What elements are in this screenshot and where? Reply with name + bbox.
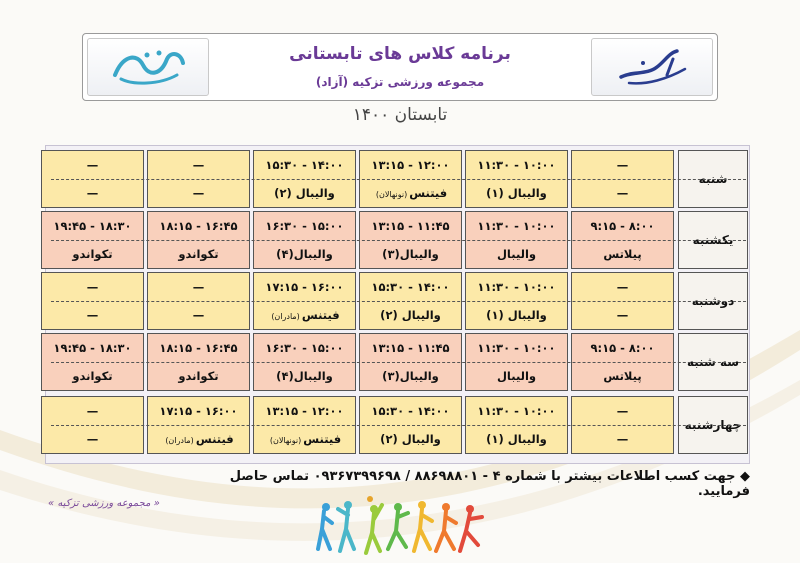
slot-note: (مادران): [271, 312, 300, 321]
day-label: دوشنبه: [678, 272, 748, 330]
slot-activity: [382, 247, 439, 261]
slot-activity-label: —: [616, 308, 629, 322]
slot-time: ۱۲:۰۰ - ۱۳:۱۵: [371, 158, 450, 172]
slot-time: ۸:۰۰ - ۹:۱۵: [590, 219, 655, 233]
slot-activity: [497, 369, 536, 383]
slot-time: —: [192, 280, 205, 294]
slot-time: ۱۵:۰۰ - ۱۶:۳۰: [265, 219, 344, 233]
slot-activity: [193, 308, 205, 322]
slot-time: ۱۶:۰۰ - ۱۷:۱۵: [159, 404, 238, 418]
slot-note: (مادران): [165, 436, 194, 445]
slot-time: ۱۰:۰۰ - ۱۱:۳۰: [477, 341, 556, 355]
slot-activity-label: والیبال: [496, 247, 537, 261]
slot-time: —: [616, 280, 629, 294]
contact-note: ◆ جهت کسب اطلاعات بیشتر با شماره ۴ - ۸۸۶۹۸۸۰۱ / ۰۹۳۶۷۳۹۹۶۹۸ تماس حاصل فرمایید.: [229, 469, 750, 499]
slot-activity: [276, 247, 333, 261]
slot-activity-label: —: [192, 186, 205, 200]
slot-activity: [486, 186, 547, 200]
day-label: سه شنبه: [678, 333, 748, 391]
slot-time: ۸:۰۰ - ۹:۱۵: [590, 341, 655, 355]
calligraphy-logo-icon: [607, 45, 697, 89]
slot-activity: [178, 369, 218, 383]
slot-activity-label: تکواندو: [178, 247, 219, 261]
day-label: شنبه: [678, 150, 748, 208]
slot-note: (نونهالان): [269, 436, 302, 445]
slot-time: —: [192, 158, 205, 172]
slot-activity-label: والیبال (۱): [486, 308, 547, 322]
slot-time: —: [86, 158, 99, 172]
slot-activity-label: فیتنس: [409, 186, 448, 200]
row-divider: [51, 179, 746, 180]
slot-activity: [72, 247, 112, 261]
slot-activity-label: والیبال(۳): [382, 369, 439, 383]
slot-activity-label: —: [616, 432, 629, 446]
footer-brand: « مجموعه ورزشی تزکیه »: [48, 498, 160, 509]
logo-left: [87, 38, 209, 96]
slot-time: ۱۰:۰۰ - ۱۱:۳۰: [477, 158, 556, 172]
slot-activity: [486, 432, 547, 446]
slot-time: ۱۶:۴۵ - ۱۸:۱۵: [159, 341, 238, 355]
season-label: تابستان ۱۴۰۰: [352, 105, 448, 125]
slot-activity-label: تکواندو: [178, 369, 219, 383]
slot-activity: [617, 308, 629, 322]
slot-time: ۱۰:۰۰ - ۱۱:۳۰: [477, 404, 556, 418]
page-title: برنامه کلاس های تابستانی: [289, 44, 511, 64]
slot-time: —: [86, 404, 99, 418]
slot-activity-label: —: [86, 186, 99, 200]
slot-activity: [268, 432, 341, 446]
slot-activity: [163, 432, 233, 446]
slot-activity-label: —: [86, 308, 99, 322]
slot-activity: [276, 369, 333, 383]
slot-activity-label: پیلاتس: [603, 247, 642, 261]
schedule-table: [45, 145, 750, 464]
slot-activity: [382, 369, 439, 383]
slot-time: ۱۰:۰۰ - ۱۱:۳۰: [477, 219, 556, 233]
row-divider: [51, 425, 746, 426]
slot-time: ۱۵:۰۰ - ۱۶:۳۰: [265, 341, 344, 355]
slot-activity: [269, 308, 339, 322]
slot-activity-label: —: [86, 432, 99, 446]
slot-time: —: [86, 280, 99, 294]
slot-time: ۱۶:۰۰ - ۱۷:۱۵: [265, 280, 344, 294]
day-label: چهارشنبه: [678, 396, 748, 454]
slot-activity: [87, 186, 99, 200]
row-divider: [51, 240, 746, 241]
slot-activity-label: —: [192, 308, 205, 322]
logo-right: [591, 38, 713, 96]
slot-time: ۱۱:۴۵ - ۱۳:۱۵: [371, 219, 450, 233]
slot-activity: [374, 186, 447, 200]
slot-time: ۱۴:۰۰ - ۱۵:۳۰: [371, 280, 450, 294]
brand-logo-icon: [103, 45, 193, 89]
slot-activity-label: والیبال: [496, 369, 537, 383]
slot-activity-label: والیبال(۴): [276, 369, 333, 383]
slot-activity: [380, 308, 441, 322]
slot-activity-label: والیبال (۱): [486, 432, 547, 446]
slot-activity-label: —: [616, 186, 629, 200]
slot-activity: [603, 247, 641, 261]
slot-activity: [603, 369, 641, 383]
slot-activity-label: والیبال(۴): [276, 247, 333, 261]
slot-time: ۱۸:۳۰ - ۱۹:۴۵: [53, 341, 132, 355]
row-divider: [51, 362, 746, 363]
slot-time: ۱۱:۴۵ - ۱۳:۱۵: [371, 341, 450, 355]
slot-activity: [274, 186, 335, 200]
slot-activity-label: والیبال (۲): [380, 308, 441, 322]
slot-activity-label: تکواندو: [72, 369, 113, 383]
slot-activity-label: فیتنس: [301, 308, 340, 322]
row-divider: [51, 301, 746, 302]
slot-time: —: [616, 158, 629, 172]
slot-time: ۱۸:۳۰ - ۱۹:۴۵: [53, 219, 132, 233]
slot-activity-label: والیبال (۲): [380, 432, 441, 446]
slot-activity: [380, 432, 441, 446]
slot-note: (نونهالان): [375, 190, 408, 199]
slot-time: ۱۰:۰۰ - ۱۱:۳۰: [477, 280, 556, 294]
slot-activity: [497, 247, 536, 261]
slot-time: —: [616, 404, 629, 418]
slot-activity: [617, 432, 629, 446]
slot-activity: [87, 308, 99, 322]
slot-activity: [617, 186, 629, 200]
slot-activity-label: والیبال(۳): [382, 247, 439, 261]
slot-activity-label: فیتنس: [303, 432, 342, 446]
slot-activity: [486, 308, 547, 322]
slot-activity-label: تکواندو: [72, 247, 113, 261]
slot-activity: [178, 247, 218, 261]
slot-time: ۱۲:۰۰ - ۱۳:۱۵: [265, 404, 344, 418]
slot-activity-label: پیلاتس: [603, 369, 642, 383]
slot-activity: [193, 186, 205, 200]
day-label: یکشنبه: [678, 211, 748, 269]
slot-activity-label: فیتنس: [195, 432, 234, 446]
slot-time: ۱۴:۰۰ - ۱۵:۳۰: [371, 404, 450, 418]
slot-activity: [87, 432, 99, 446]
sports-silhouettes-icon: [316, 493, 491, 559]
slot-activity-label: والیبال (۱): [486, 186, 547, 200]
slot-time: ۱۴:۰۰ - ۱۵:۳۰: [265, 158, 344, 172]
slot-activity: [72, 369, 112, 383]
slot-activity-label: والیبال (۲): [274, 186, 335, 200]
header-box: [82, 33, 718, 101]
page-subtitle: مجموعه ورزشی تزکیه (آزاد): [315, 75, 485, 89]
slot-time: ۱۶:۴۵ - ۱۸:۱۵: [159, 219, 238, 233]
